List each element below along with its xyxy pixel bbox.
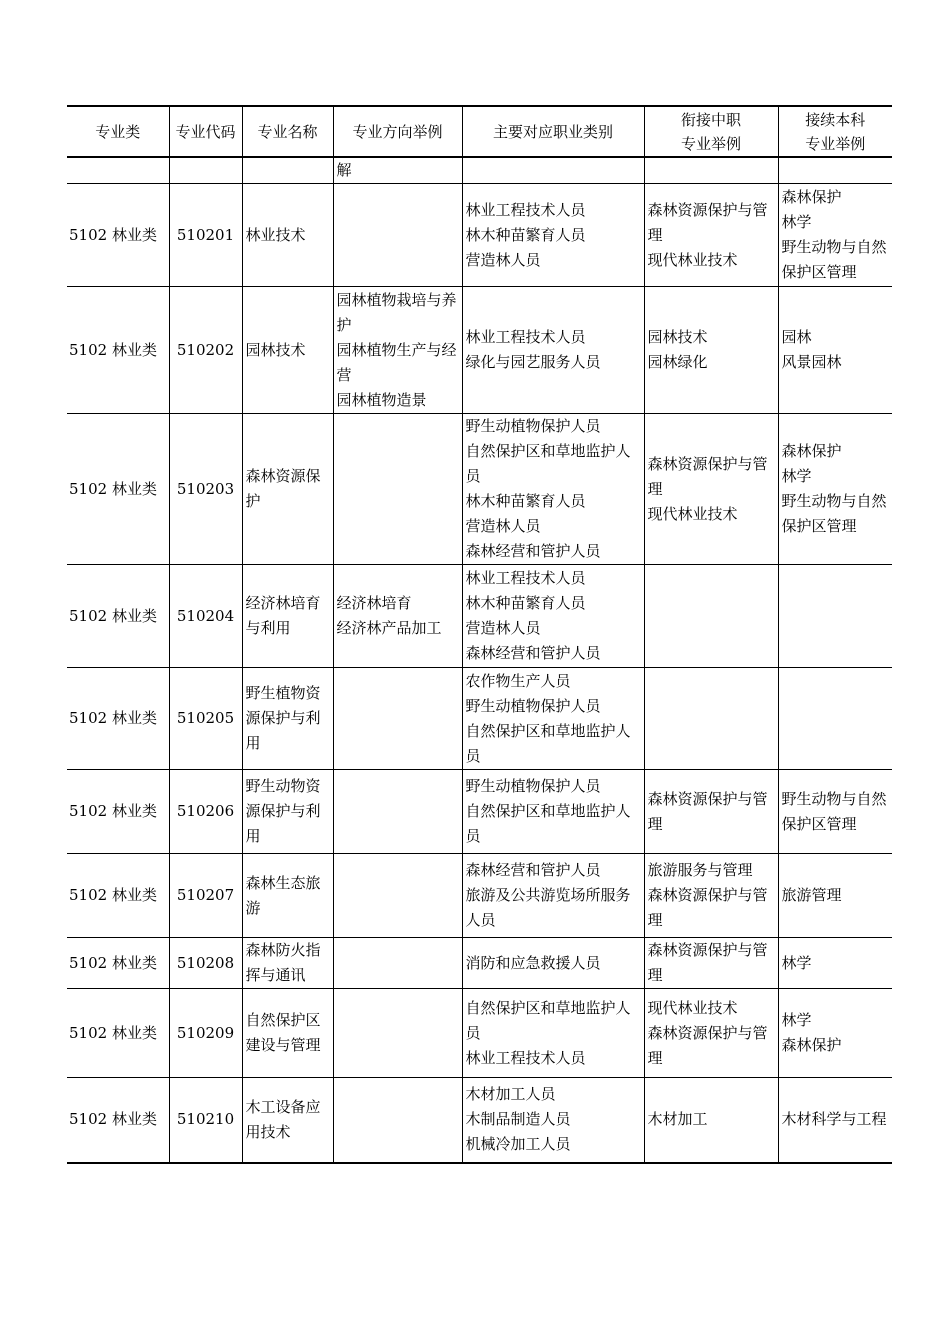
header-line: 接续本科	[805, 110, 866, 129]
cell-direction	[333, 414, 462, 565]
cell-jobs	[462, 989, 644, 1078]
table-row	[67, 668, 892, 770]
cell-bachelor-line: 森林保护	[781, 188, 842, 206]
cell-jobs-line: 自然保护区和草地监护人员	[465, 998, 631, 1042]
cell-secondary-line: 现代林业技术	[647, 998, 738, 1017]
cell-jobs-line: 营造林人员	[465, 250, 541, 269]
cell-direction	[333, 565, 462, 668]
cell-jobs-line: 野生动植物保护人员	[465, 777, 601, 795]
cell-category: 5102 林业类	[67, 414, 169, 565]
cell-bachelor	[778, 1078, 892, 1163]
cell-jobs-line: 林业工程技术人员	[465, 328, 586, 346]
table-row	[67, 938, 892, 989]
cell-bachelor-line: 园林	[781, 328, 812, 346]
cell-jobs-line: 消防和应急救援人员	[465, 953, 601, 972]
table-row	[67, 1078, 892, 1163]
cell-jobs-line: 木材加工人员	[465, 1085, 556, 1104]
header-line: 衔接中职	[680, 110, 741, 129]
table-row	[67, 565, 892, 668]
cell-bachelor	[778, 668, 892, 770]
majors-table	[67, 105, 892, 1164]
cell-category: 5102 林业类	[67, 565, 169, 668]
cell-major-name: 园林技术	[242, 287, 333, 414]
cell-bachelor-line: 森林保护	[781, 1036, 842, 1054]
cell-jobs-line: 林业工程技术人员	[465, 569, 586, 587]
cell-major-name: 野生动物资源保护与利用	[242, 770, 333, 854]
cell-jobs	[462, 938, 644, 989]
header-name: 专业名称	[242, 106, 333, 157]
cell-jobs	[462, 668, 644, 770]
cell-direction	[333, 770, 462, 854]
header-code: 专业代码	[169, 106, 242, 157]
cell-major-name: 林业技术	[242, 184, 333, 287]
cell-major-name: 森林防火指挥与通讯	[242, 938, 333, 989]
cell-jobs	[462, 157, 644, 184]
cell-bachelor	[778, 414, 892, 565]
cell-jobs	[462, 770, 644, 854]
cell-bachelor-line: 野生动物与自然保护区管理	[781, 789, 887, 833]
cell-category: 5102 林业类	[67, 184, 169, 287]
cell-jobs-line: 营造林人员	[465, 517, 541, 535]
cell-bachelor	[778, 565, 892, 668]
cell-jobs-line: 森林经营和管护人员	[465, 861, 601, 879]
header-line: 专业举例	[805, 134, 866, 153]
cell-direction	[333, 854, 462, 938]
cell-jobs	[462, 184, 644, 287]
cell-jobs-line: 森林经营和管护人员	[465, 644, 601, 662]
cell-major-name: 木工设备应用技术	[242, 1078, 333, 1163]
header-line: 专业举例	[680, 134, 741, 153]
cell-bachelor-line: 林学	[781, 953, 812, 972]
header-bachelor	[778, 106, 892, 157]
cell-category: 5102 林业类	[67, 989, 169, 1078]
cell-bachelor	[778, 989, 892, 1078]
cell-jobs-line: 自然保护区和草地监护人员	[465, 442, 631, 485]
cell-category: 5102 林业类	[67, 938, 169, 989]
cell-code: 510208	[169, 938, 242, 989]
cell-secondary	[644, 184, 778, 287]
cell-secondary-line: 森林资源保护与管理	[647, 789, 768, 833]
cell-secondary-line: 森林资源保护与管理	[647, 886, 768, 929]
cell-jobs-line: 绿化与园艺服务人员	[465, 353, 601, 371]
cell-bachelor-line: 林学	[781, 1011, 812, 1029]
cell-jobs-line: 林木种苗繁育人员	[465, 225, 586, 244]
cell-secondary-line: 现代林业技术	[647, 250, 738, 269]
cell-category: 5102 林业类	[67, 287, 169, 414]
cell-code	[169, 157, 242, 184]
cell-bachelor	[778, 184, 892, 287]
cell-jobs	[462, 414, 644, 565]
cell-code: 510201	[169, 184, 242, 287]
cell-code: 510204	[169, 565, 242, 668]
cell-code: 510205	[169, 668, 242, 770]
cell-jobs-line: 林木种苗繁育人员	[465, 492, 586, 510]
cell-bachelor	[778, 770, 892, 854]
header-jobs: 主要对应职业类别	[462, 106, 644, 157]
cell-code: 510209	[169, 989, 242, 1078]
cell-major-name: 森林资源保护	[242, 414, 333, 565]
header-category: 专业类	[67, 106, 169, 157]
cell-bachelor	[778, 287, 892, 414]
cell-secondary	[644, 938, 778, 989]
cell-secondary-line: 森林资源保护与管理	[647, 941, 768, 984]
cell-jobs-line: 林业工程技术人员	[465, 1048, 586, 1067]
cell-bachelor-line: 风景园林	[781, 353, 842, 371]
cell-direction-line: 园林植物生产与经营	[336, 340, 457, 384]
cell-secondary-line: 旅游服务与管理	[647, 861, 753, 879]
cell-bachelor-line: 旅游管理	[781, 886, 842, 904]
cell-secondary	[644, 414, 778, 565]
cell-bachelor-line: 林学	[781, 467, 812, 485]
cell-jobs-line: 林木种苗繁育人员	[465, 594, 586, 612]
cell-direction	[333, 1078, 462, 1163]
cell-direction	[333, 287, 462, 414]
table-row	[67, 157, 892, 184]
cell-major-name: 自然保护区建设与管理	[242, 989, 333, 1078]
cell-category: 5102 林业类	[67, 854, 169, 938]
cell-bachelor-line: 木材科学与工程	[781, 1110, 887, 1129]
cell-major-name	[242, 157, 333, 184]
cell-jobs-line: 机械冷加工人员	[465, 1135, 571, 1154]
cell-secondary-line: 园林绿化	[647, 353, 708, 371]
cell-jobs-line: 自然保护区和草地监护人员	[465, 721, 631, 765]
cell-secondary	[644, 1078, 778, 1163]
cell-direction	[333, 184, 462, 287]
cell-jobs-line: 木制品制造人员	[465, 1110, 571, 1129]
cell-direction	[333, 989, 462, 1078]
cell-major-name: 野生植物资源保护与利用	[242, 668, 333, 770]
cell-secondary-line: 木材加工	[647, 1110, 708, 1129]
cell-secondary-line: 森林资源保护与管理	[647, 454, 768, 498]
cell-category: 5102 林业类	[67, 668, 169, 770]
cell-secondary	[644, 287, 778, 414]
header-direction: 专业方向举例	[333, 106, 462, 157]
cell-secondary	[644, 989, 778, 1078]
cell-direction-line: 经济林产品加工	[336, 619, 442, 637]
cell-category: 5102 林业类	[67, 770, 169, 854]
cell-code: 510210	[169, 1078, 242, 1163]
cell-jobs-line: 自然保护区和草地监护人员	[465, 802, 631, 845]
cell-secondary	[644, 565, 778, 668]
cell-bachelor	[778, 854, 892, 938]
cell-jobs-line: 森林经营和管护人员	[465, 542, 601, 560]
cell-direction-line: 园林植物造景	[336, 390, 427, 409]
cell-secondary-line: 森林资源保护与管理	[647, 1023, 768, 1067]
cell-jobs-line: 野生动植物保护人员	[465, 417, 601, 435]
cell-jobs-line: 农作物生产人员	[465, 671, 571, 690]
table-row	[67, 414, 892, 565]
cell-bachelor-line: 野生动物与自然保护区管理	[781, 492, 887, 535]
cell-bachelor	[778, 938, 892, 989]
cell-jobs-line: 旅游及公共游览场所服务人员	[465, 886, 631, 929]
cell-direction	[333, 157, 462, 184]
table-row	[67, 770, 892, 854]
cell-jobs	[462, 565, 644, 668]
cell-jobs-line: 营造林人员	[465, 619, 541, 637]
cell-jobs	[462, 854, 644, 938]
cell-jobs-line: 林业工程技术人员	[465, 200, 586, 219]
cell-secondary	[644, 668, 778, 770]
cell-secondary	[644, 157, 778, 184]
cell-category	[67, 157, 169, 184]
header-secondary	[644, 106, 778, 157]
cell-secondary	[644, 854, 778, 938]
cell-bachelor-line: 森林保护	[781, 442, 842, 460]
cell-direction-line: 园林植物栽培与养护	[336, 290, 457, 334]
cell-secondary-line: 现代林业技术	[647, 504, 738, 523]
cell-category: 5102 林业类	[67, 1078, 169, 1163]
cell-secondary-line: 森林资源保护与管理	[647, 200, 768, 244]
cell-code: 510206	[169, 770, 242, 854]
cell-code: 510203	[169, 414, 242, 565]
cell-major-name: 森林生态旅游	[242, 854, 333, 938]
cell-direction-line: 解	[336, 161, 352, 179]
table-row	[67, 184, 892, 287]
cell-jobs-line: 野生动植物保护人员	[465, 696, 601, 715]
table-header-row	[67, 106, 892, 157]
cell-code: 510202	[169, 287, 242, 414]
cell-bachelor-line: 林学	[781, 213, 812, 231]
cell-secondary-line: 园林技术	[647, 328, 708, 346]
cell-direction	[333, 668, 462, 770]
table-row	[67, 854, 892, 938]
cell-secondary	[644, 770, 778, 854]
table-row	[67, 287, 892, 414]
cell-major-name: 经济林培育与利用	[242, 565, 333, 668]
cell-bachelor	[778, 157, 892, 184]
cell-code: 510207	[169, 854, 242, 938]
cell-direction-line: 经济林培育	[336, 594, 412, 612]
cell-jobs	[462, 1078, 644, 1163]
cell-direction	[333, 938, 462, 989]
cell-bachelor-line: 野生动物与自然保护区管理	[781, 238, 887, 281]
cell-jobs	[462, 287, 644, 414]
table-row	[67, 989, 892, 1078]
